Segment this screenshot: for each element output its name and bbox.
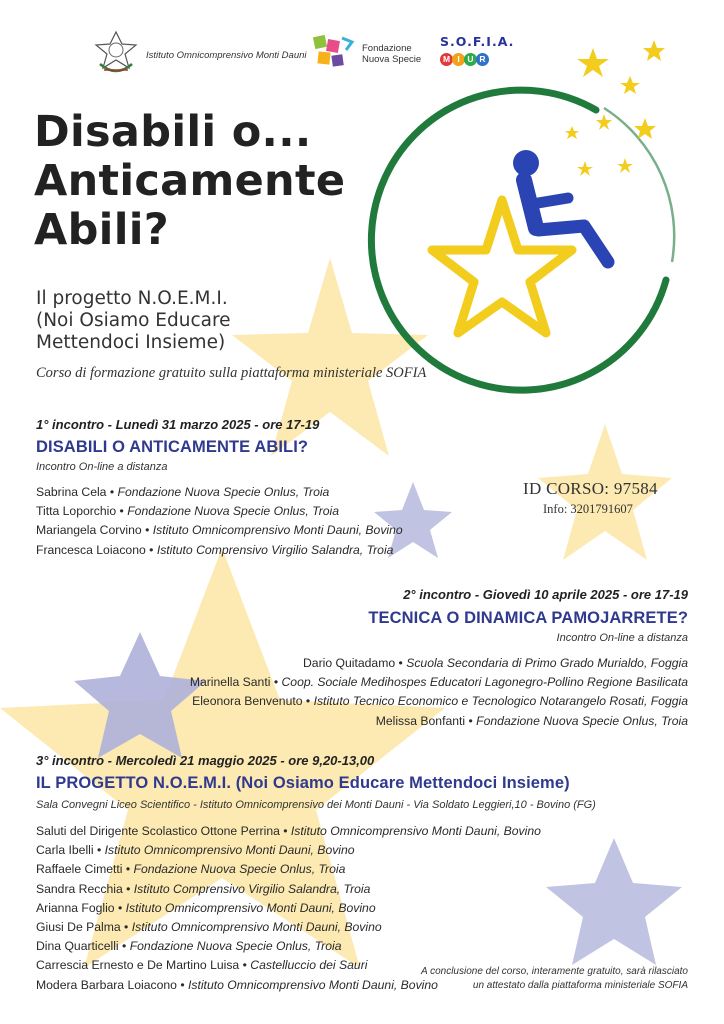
speaker-name: Mariangela Corvino (36, 523, 142, 538)
speaker-organization: Fondazione Nuova Specie Onlus, Troia (117, 485, 330, 499)
speaker-row (36, 937, 541, 956)
bullet-icon: • (145, 542, 157, 557)
speaker-row (36, 841, 541, 860)
meeting2-title: TECNICA O DINAMICA PAMOJARRETE? (368, 609, 688, 627)
speaker-row (36, 918, 541, 937)
bullet-icon: • (106, 485, 118, 499)
speaker-organization: Scuola Secondaria di Primo Grado Murialdo, Foggia (406, 656, 688, 670)
fondazione-logo-icon (313, 35, 352, 67)
italian-republic-emblem-icon (96, 32, 136, 71)
speaker-name: Dina Quarticelli (36, 939, 119, 954)
meeting1-speakers (36, 483, 403, 560)
bullet-icon: • (279, 824, 291, 838)
course-line: Corso di formazione gratuito sulla piattaforma ministeriale SOFIA (36, 365, 427, 381)
bullet-icon: • (118, 939, 130, 954)
speaker-row (190, 654, 688, 673)
speaker-row (36, 880, 541, 899)
speaker-row (36, 860, 541, 879)
meeting2-heading: 2° incontro - Giovedì 10 aprile 2025 - ore 17-19 (403, 587, 688, 602)
speaker-organization: Istituto Omnicomprensivo Monti Dauni, Bovino (290, 824, 541, 838)
bullet-icon: • (93, 843, 105, 858)
miur-letter: I (452, 53, 465, 66)
bullet-icon: • (141, 523, 153, 538)
subtitle-line1: Il progetto N.O.E.M.I. (36, 288, 228, 309)
bullet-icon: • (176, 977, 188, 992)
meeting1-title: DISABILI O ANTICAMENTE ABILI? (36, 438, 309, 456)
bullet-icon: • (120, 920, 132, 935)
speaker-organization: Istituto Omnicomprensivo Monti Dauni, Bovino (131, 920, 382, 935)
speaker-name: Dario Quitadamo (303, 656, 396, 670)
sofia-title: S.O.F.I.A. (440, 34, 515, 49)
wheelchair-person-icon (513, 150, 608, 262)
speaker-row (36, 899, 541, 918)
speaker-row (36, 541, 403, 560)
small-star-icon (620, 76, 640, 94)
small-star-icon (596, 114, 612, 130)
bullet-icon: • (395, 656, 407, 670)
speaker-name: Carla Ibelli (36, 843, 94, 858)
speaker-organization: Istituto Omnicomprensivo Monti Dauni, Bovino (187, 977, 438, 992)
speaker-name: Saluti del Dirigente Scolastico Ottone Perrina (36, 824, 280, 838)
speaker-row (36, 521, 403, 540)
speaker-row (190, 712, 688, 731)
speaker-name: Titta Loporchio (36, 504, 117, 519)
speaker-organization: Castelluccio dei Sauri (250, 958, 368, 973)
school-name: Istituto Omnicomprensivo Monti Dauni (146, 50, 307, 61)
bullet-icon: • (122, 881, 134, 896)
foundation-line1: Fondazione (362, 43, 412, 54)
small-star-icon (577, 161, 593, 176)
speaker-organization: Istituto Comprensivo Virgilio Salandra, Troia (133, 881, 371, 896)
speaker-name: Carrescia Ernesto e De Martino Luisa (36, 958, 240, 973)
speaker-name: Marinella Santi (189, 675, 271, 690)
title-line3: Abili? (34, 205, 170, 255)
title-line2: Anticamente (34, 156, 346, 206)
meeting3-heading: 3° incontro - Mercoledì 21 maggio 2025 - ore 9,20-13,00 (36, 753, 375, 768)
lavender-star-bottom-icon (546, 838, 682, 965)
speaker-name: Giusi De Palma (36, 920, 121, 935)
speaker-name: Melissa Bonfanti (375, 713, 466, 728)
meeting3-location: Sala Convegni Liceo Scientifico - Istituto Omnicomprensivo dei Monti Dauni - Via Soldato Leggieri,10 - Bovino (FG) (36, 799, 596, 811)
speaker-organization: Istituto Omnicomprensivo Monti Dauni, Bovino (125, 900, 376, 915)
small-star-icon (617, 158, 633, 173)
title-line1: Disabili o... (34, 107, 312, 157)
speaker-organization: Istituto Tecnico Economico e Tecnologico Notarangelo Rosati, Foggia (313, 694, 688, 709)
subtitle (36, 288, 231, 354)
bullet-icon: • (270, 675, 282, 690)
meeting2-speakers (190, 654, 688, 731)
speaker-organization: Fondazione Nuova Specie Onlus, Troia (133, 862, 346, 877)
speaker-organization: Istituto Comprensivo Virgilio Salandra, Troia (156, 542, 394, 557)
bullet-icon: • (122, 862, 134, 877)
miur-letter: M (440, 53, 453, 66)
speaker-organization: Fondazione Nuova Specie Onlus, Troia (476, 713, 688, 728)
miur-badge (440, 49, 514, 67)
miur-letter: R (476, 53, 489, 66)
speaker-organization: Fondazione Nuova Specie Onlus, Troia (127, 504, 340, 519)
speaker-organization: Istituto Omnicomprensivo Monti Dauni, Bovino (104, 843, 355, 858)
page-title (34, 108, 345, 255)
miur-letter: U (464, 53, 477, 66)
speaker-name: Eleonora Benvenuto (192, 694, 303, 709)
speaker-row (36, 502, 403, 521)
bullet-icon: • (302, 694, 314, 709)
speaker-organization: Coop. Sociale Medihospes Educatori Lagonegro-Pollino Regione Basilicata (281, 675, 688, 690)
small-star-icon (577, 48, 609, 77)
speaker-organization: Istituto Omnicomprensivo Monti Dauni, Bovino (152, 523, 403, 538)
meeting3-title: IL PROGETTO N.O.E.M.I. (Noi Osiamo Educare Mettendoci Insieme) (36, 774, 570, 792)
closing-note-line1: A conclusione del corso, interamente gratuito, sarà rilasciato (421, 966, 688, 977)
meeting1-mode: Incontro On-line a distanza (36, 461, 168, 473)
speaker-row (36, 483, 403, 502)
subtitle-line3: Mettendoci Insieme) (36, 332, 226, 353)
foundation-name (362, 43, 421, 65)
course-info: Info: 3201791607 (543, 502, 633, 516)
small-star-icon (643, 40, 665, 61)
bullet-icon: • (465, 713, 477, 728)
course-id: ID CORSO: 97584 (523, 479, 658, 498)
speaker-row (190, 692, 688, 711)
speaker-name: Sabrina Cela (36, 485, 107, 499)
gold-star-icon (432, 200, 572, 333)
speaker-name: Arianna Foglio (36, 900, 115, 915)
meeting2-mode: Incontro On-line a distanza (556, 632, 688, 644)
sofia-logo (440, 34, 514, 67)
speaker-row (190, 673, 688, 692)
bullet-icon: • (116, 504, 128, 519)
subtitle-line2: (Noi Osiamo Educare (36, 310, 231, 331)
bullet-icon: • (114, 900, 126, 915)
foundation-line2: Nuova Specie (362, 54, 422, 65)
speaker-name: Modera Barbara Loiacono (36, 977, 177, 992)
small-star-icon (565, 126, 579, 139)
speaker-name: Raffaele Cimetti (36, 862, 123, 877)
closing-note (421, 965, 688, 993)
speaker-name: Francesca Loiacono (36, 542, 146, 557)
bullet-icon: • (239, 958, 251, 973)
speaker-organization: Fondazione Nuova Specie Onlus, Troia (129, 939, 342, 954)
meeting1-heading: 1° incontro - Lunedì 31 marzo 2025 - ore 17-19 (36, 417, 320, 432)
closing-note-line2: un attestato dalla piattaforma ministeriale SOFIA (472, 980, 688, 991)
speaker-name: Sandra Recchia (36, 881, 123, 896)
speaker-row (36, 822, 541, 841)
